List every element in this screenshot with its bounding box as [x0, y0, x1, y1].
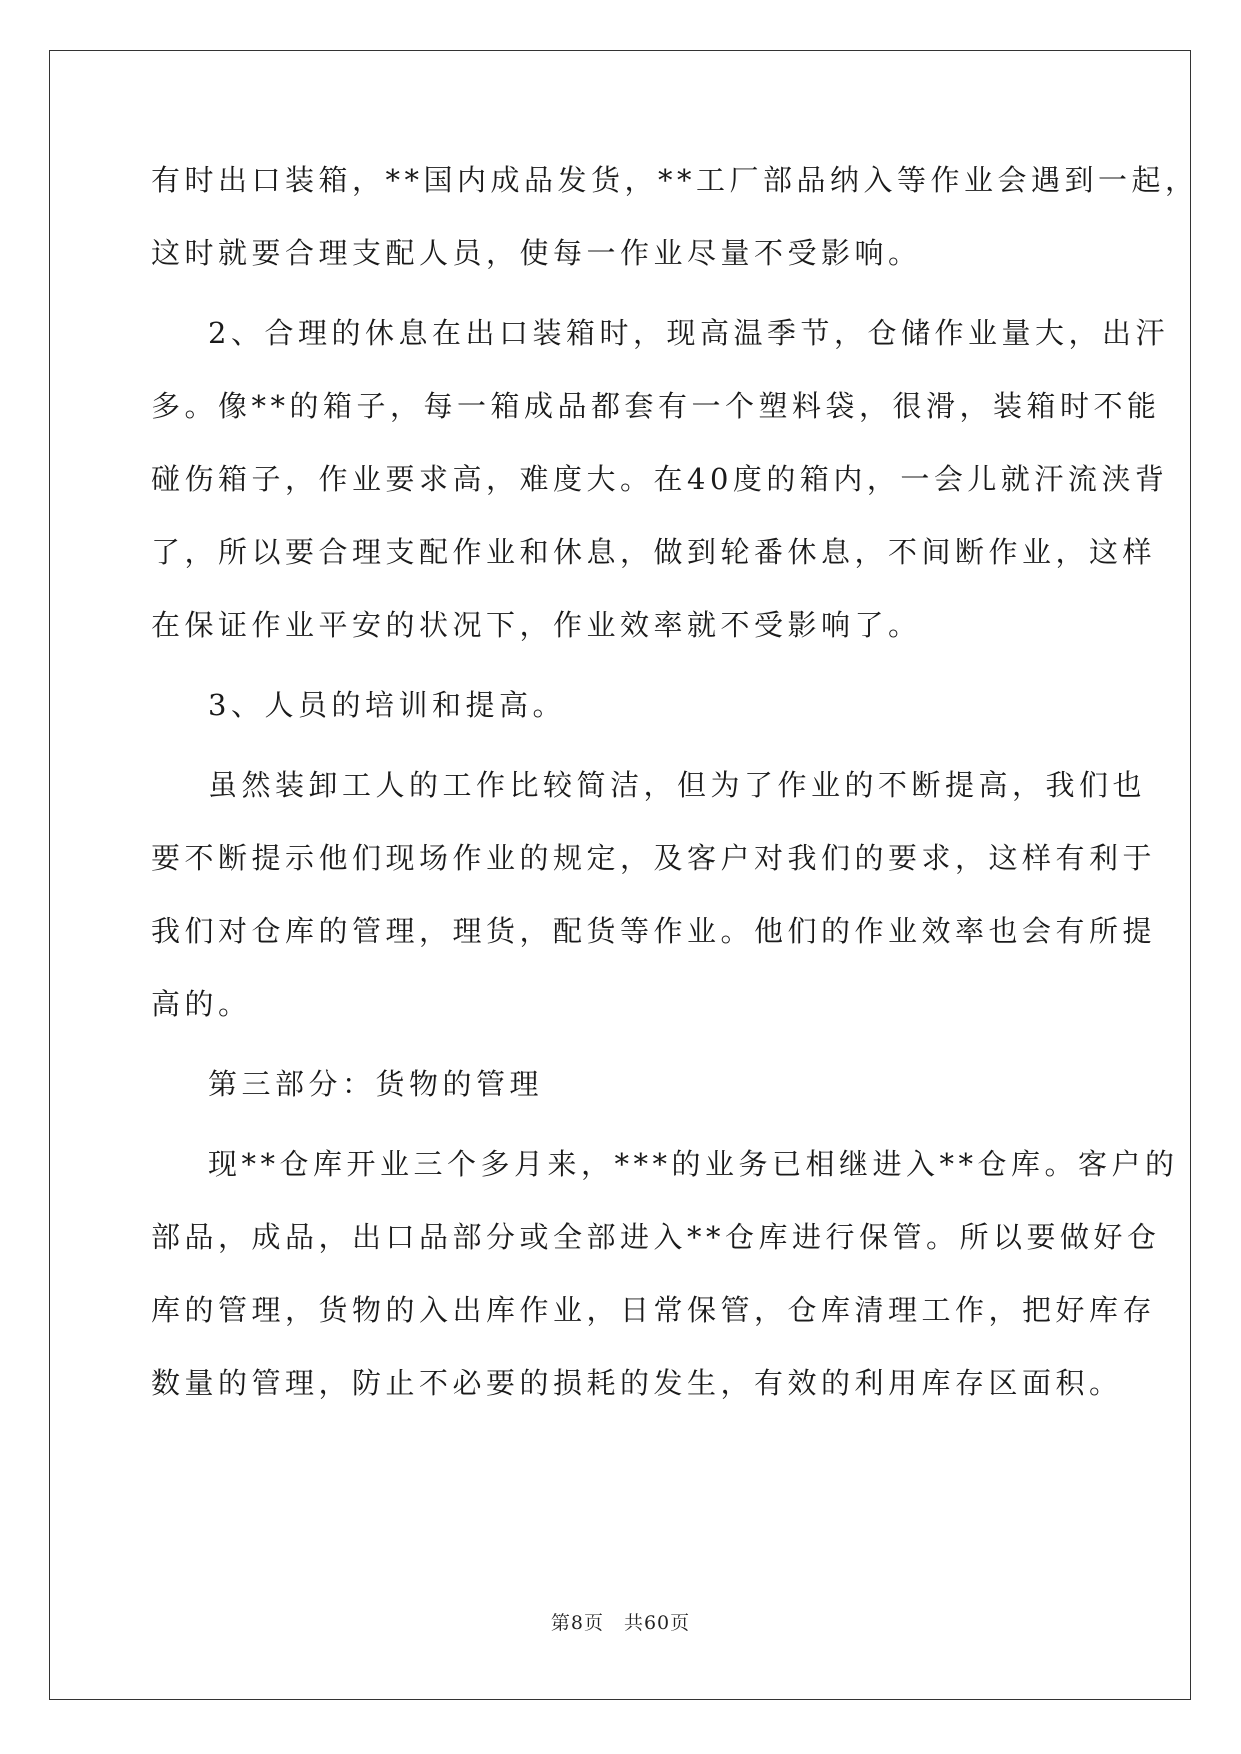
text-line: 在保证作业平安的状况下，作业效率就不受影响了。 [151, 608, 922, 642]
text-line: 我们对仓库的管理，理货，配货等作业。他们的作业效率也会有所提 [151, 914, 1157, 948]
page-footer [0, 1608, 1241, 1635]
text-line: 部品，成品，出口品部分或全部进入**仓库进行保管。所以要做好仓 [151, 1220, 1161, 1254]
text-line: 2、合理的休息在出口装箱时，现高温季节，仓储作业量大，出汗 [208, 316, 1169, 350]
text-line: 现**仓库开业三个多月来，***的业务已相继进入**仓库。客户的 [208, 1147, 1179, 1181]
text-line: 虽然装卸工人的工作比较简洁，但为了作业的不断提高，我们也 [208, 768, 1147, 802]
text-line: 3、人员的培训和提高。 [208, 688, 566, 722]
text-line: 这时就要合理支配人员，使每一作业尽量不受影响。 [151, 236, 922, 270]
text-line: 碰伤箱子，作业要求高，难度大。在40度的箱内，一会儿就汗流浃背 [151, 462, 1169, 496]
page-total: 共60页 [623, 1612, 691, 1634]
text-line: 了，所以要合理支配作业和休息，做到轮番休息，不间断作业，这样 [151, 535, 1157, 569]
text-line: 库的管理，货物的入出库作业，日常保管，仓库清理工作，把好库存 [151, 1293, 1157, 1327]
text-line: 要不断提示他们现场作业的规定，及客户对我们的要求，这样有利于 [151, 841, 1157, 875]
text-line: 多。像**的箱子，每一箱成品都套有一个塑料袋，很滑，装箱时不能 [151, 389, 1161, 423]
page-number: 第8页 [550, 1612, 604, 1634]
text-line: 有时出口装箱，**国内成品发货，**工厂部品纳入等作业会遇到一起， [151, 163, 1199, 197]
section-heading: 第三部分：货物的管理 [208, 1067, 544, 1101]
text-line: 数量的管理，防止不必要的损耗的发生，有效的利用库存区面积。 [151, 1366, 1123, 1400]
text-line: 高的。 [151, 987, 252, 1021]
